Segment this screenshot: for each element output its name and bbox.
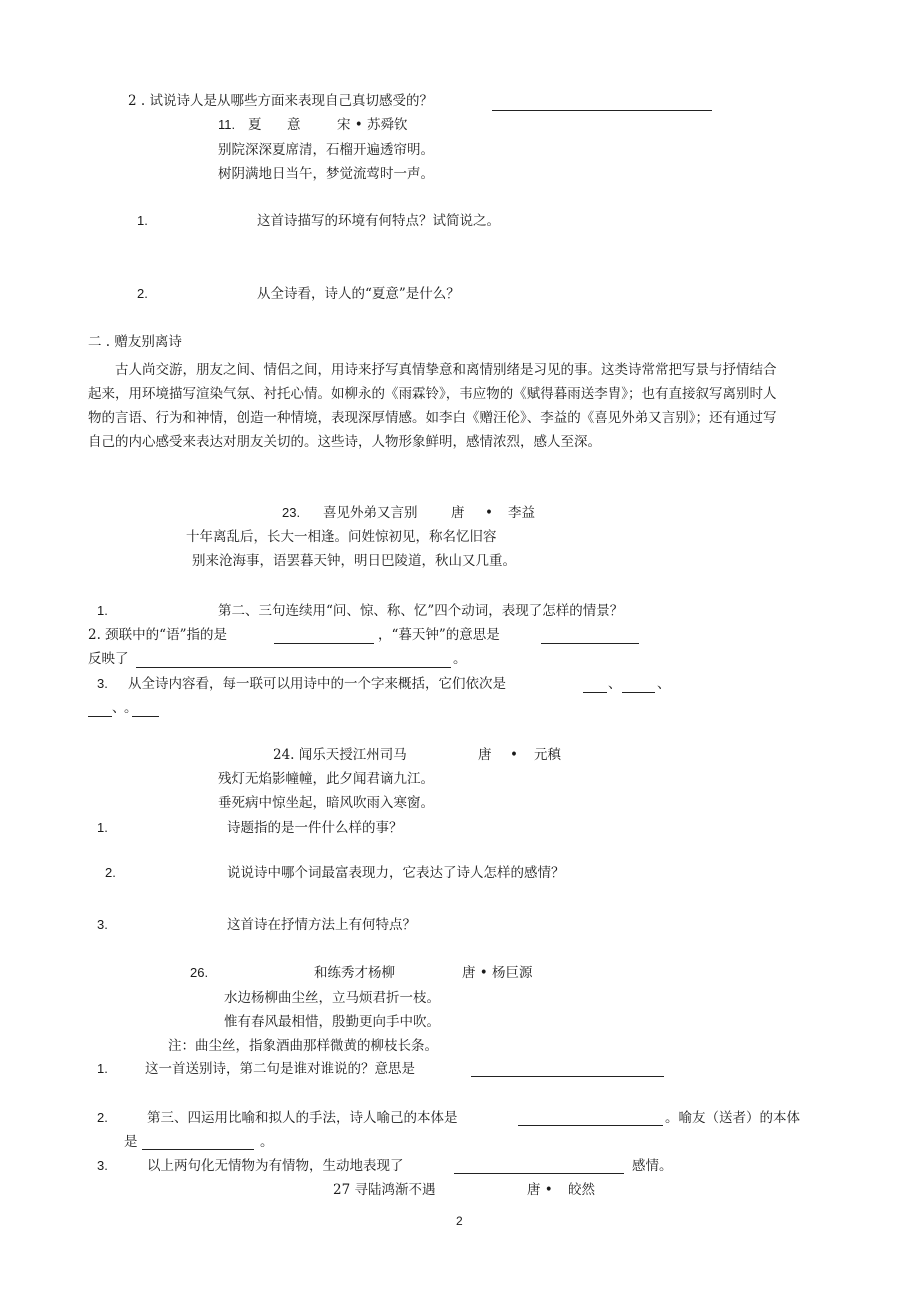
poem-number: 26. (190, 965, 209, 980)
question-text: 。喻友（送者）的本体 (665, 1110, 800, 1126)
question-number: 2. (105, 865, 116, 880)
poem-number: 11. (218, 117, 236, 132)
question-text: 2. 颈联中的“语”指的是 (88, 627, 227, 643)
separator-dot: • (510, 747, 518, 763)
question-poem10-2: 2 . 试说诗人是从哪些方面来表现自己真切感受的？ (128, 93, 433, 109)
question-number: 2. (97, 1110, 108, 1125)
section-intro-paragraph: 古人尚交游，朋友之间、情侣之间，用诗来抒写真情挚意和离情别绪是习见的事。这类诗常常把写景与抒情结合起来，用环境描写渲染气氛、衬托心情。如柳永的《雨霖铃》，韦应物的《赋得暮雨送李胄》；也有直接叙写离别时人物的言语、行为和神情，创造一种情境，表现深厚情感。如李白《赠汪伦》、李益的《喜见外弟又言别》；还有通过写自己的内心感受来表达对朋友关切的。这些诗，人物形象鲜明，感情浓烈，感人至深。 (88, 362, 777, 450)
question-text: 诗题指的是一件什么样的事？ (227, 820, 403, 836)
poem-author: 唐 • 杨巨源 (462, 965, 533, 981)
poem-author: 李益 (508, 505, 535, 521)
question-text: ，“暮天钟”的意思是 (378, 627, 500, 643)
poem-line: 别院深深夏席清，石榴开遍透帘明。 (218, 142, 434, 158)
poem-dynasty: 唐 (451, 505, 465, 521)
answer-line[interactable] (136, 667, 451, 668)
question-text: 以上两句化无情物为有情物，生动地表现了 (147, 1158, 404, 1174)
poem-title: 和练秀才杨柳 (314, 965, 395, 981)
question-number: 3. (97, 1158, 108, 1173)
question-text: 是 (124, 1134, 138, 1150)
poem-line: 别来沧海事，语罢暮天钟，明日巴陵道，秋山又几重。 (192, 553, 516, 569)
answer-line[interactable] (454, 1173, 624, 1174)
punctuation: 、 (608, 676, 622, 692)
question-number: 1. (97, 603, 108, 618)
punctuation: 。 (260, 1134, 274, 1150)
answer-line[interactable] (583, 692, 607, 693)
question-text: 第三、四运用比喻和拟人的手法，诗人喻己的本体是 (147, 1110, 458, 1126)
question-text: 第二、三句连续用“问、惊、称、忆”四个动词，表现了怎样的情景？ (218, 603, 624, 619)
poem-title: 意 (287, 117, 301, 133)
poem-line: 残灯无焰影幢幢，此夕闻君谪九江。 (218, 771, 434, 787)
question-text: 这首诗描写的环境有何特点？试简说之。 (257, 213, 500, 229)
answer-line[interactable] (471, 1076, 664, 1077)
poem-author: 宋 • 苏舜钦 (337, 117, 408, 133)
answer-line[interactable] (492, 110, 712, 111)
question-number: 3. (97, 676, 108, 691)
question-number: 1. (97, 820, 108, 835)
poem-dynasty: 唐 • (527, 1182, 553, 1198)
answer-line[interactable] (518, 1125, 663, 1126)
answer-line[interactable] (88, 716, 112, 717)
answer-line[interactable] (541, 643, 639, 644)
question-number: 3. (97, 917, 108, 932)
poem-note: 注：曲尘丝，指象酒曲那样微黄的柳枝长条。 (168, 1038, 438, 1054)
question-number: 1. (97, 1061, 108, 1076)
question-text: 从全诗看，诗人的“夏意”是什么？ (257, 286, 460, 302)
poem-line: 十年离乱后，长大一相逢。问姓惊初见，称名忆旧容 (186, 529, 497, 545)
answer-line[interactable] (622, 692, 655, 693)
poem-title: 喜见外弟又言别 (323, 505, 418, 521)
punctuation: 。 (124, 700, 138, 716)
separator-dot: • (485, 505, 493, 521)
question-number: 2. (137, 286, 148, 301)
question-text: 从全诗内容看，每一联可以用诗中的一个字来概括，它们依次是 (128, 676, 506, 692)
poem-line: 水边杨柳曲尘丝，立马烦君折一枝。 (224, 990, 440, 1006)
poem-title: 27 寻陆鸿渐不遇 (333, 1182, 436, 1198)
poem-title: 24. 闻乐天授江州司马 (273, 747, 407, 763)
answer-line[interactable] (274, 643, 374, 644)
punctuation: 、 (657, 676, 671, 692)
question-text: 这首诗在抒情方法上有何特点？ (227, 917, 416, 933)
question-text: 说说诗中哪个词最富表现力，它表达了诗人怎样的感情？ (227, 865, 565, 881)
question-text: 感情。 (632, 1158, 673, 1174)
poem-line: 惟有春风最相惜，殷勤更向手中吹。 (224, 1014, 440, 1030)
punctuation: 。 (453, 651, 467, 667)
poem-author: 皎然 (568, 1182, 595, 1198)
answer-line[interactable] (142, 1149, 254, 1150)
question-number: 1. (137, 213, 148, 228)
question-text: 反映了 (88, 651, 129, 667)
answer-line[interactable] (132, 716, 159, 717)
punctuation: 、 (112, 700, 126, 716)
poem-author: 元稹 (534, 747, 561, 763)
poem-dynasty: 唐 (478, 747, 492, 763)
poem-title: 夏 (248, 117, 262, 133)
poem-line: 树阴满地日当午，梦觉流莺时一声。 (218, 166, 434, 182)
page-number: 2 (456, 1214, 463, 1228)
poem-line: 垂死病中惊坐起，暗风吹雨入寒窗。 (218, 795, 434, 811)
question-text: 这一首送别诗，第二句是谁对谁说的？意思是 (145, 1061, 415, 1077)
poem-number: 23. (282, 505, 301, 520)
section-heading: 二 . 赠友别离诗 (88, 334, 182, 350)
